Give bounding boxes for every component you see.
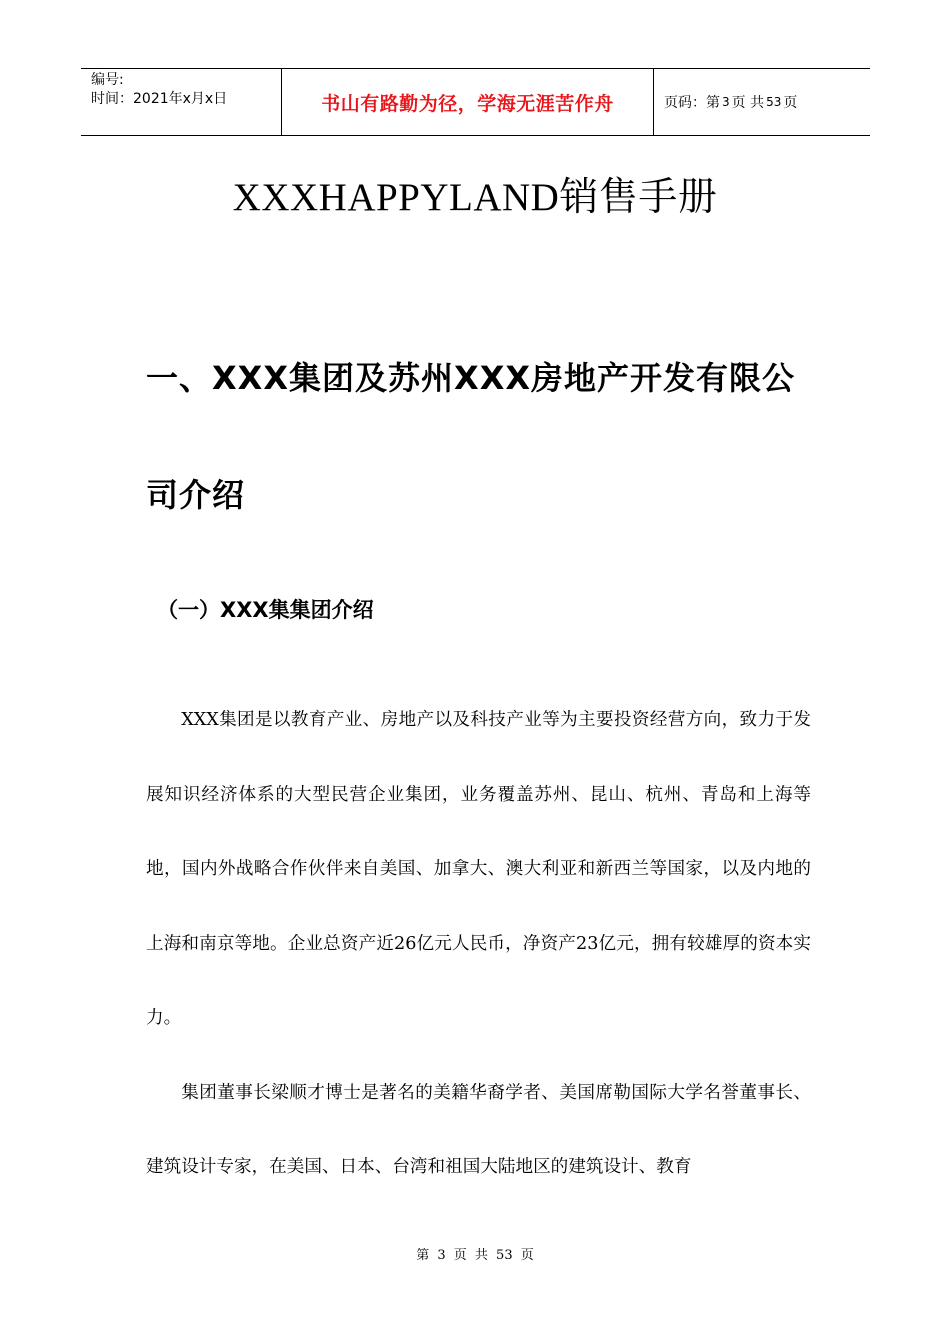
- header-motto: 书山有路勤为径，学海无涯苦作舟: [321, 92, 614, 115]
- page-footer: 第 3 页 共 53 页: [416, 1248, 534, 1263]
- document-number-label: 编号:: [91, 72, 124, 88]
- body-text: [146, 683, 811, 1205]
- document-title: XXXHAPPYLAND销售手册: [232, 176, 718, 219]
- page-suffix: 页: [783, 95, 798, 111]
- page-header: [81, 68, 870, 136]
- section-title: 一、XXX集团及苏州XXX房地产开发有限公司介绍: [146, 359, 796, 514]
- page-current-number: 3: [722, 95, 730, 109]
- paragraph: 集团董事长梁顺才博士是著名的美籍华裔学者、美国席勒国际大学名誉董事长、建筑设计专家，在美国、日本、台湾和祖国大陆地区的建筑设计、教育: [146, 1082, 811, 1177]
- document-time-label: 时间：2021年x月x日: [91, 91, 228, 107]
- header-meta-cell: [81, 69, 281, 135]
- paragraph: XXX集团是以教育产业、房地产以及科技产业等为主要投资经营方向，致力于发展知识经济体系的大型民营企业集团，业务覆盖苏州、昆山、杭州、青岛和上海等地，国内外战略合作伙伴来自美国、加拿大、澳大利亚和新西兰等国家，以及内地的上海和南京等地。企业总资产近26亿元人民币，净资产23亿元，拥有较雄厚的资本实力。: [146, 710, 811, 1028]
- header-page-cell: [654, 69, 870, 135]
- header-motto-cell: [281, 69, 654, 135]
- page-total-number: 53: [766, 95, 782, 109]
- subsection-title: （一）XXX集集团介绍: [157, 598, 374, 622]
- page-prefix: 页码：第: [664, 95, 720, 111]
- page-mid: 页 共: [731, 95, 765, 111]
